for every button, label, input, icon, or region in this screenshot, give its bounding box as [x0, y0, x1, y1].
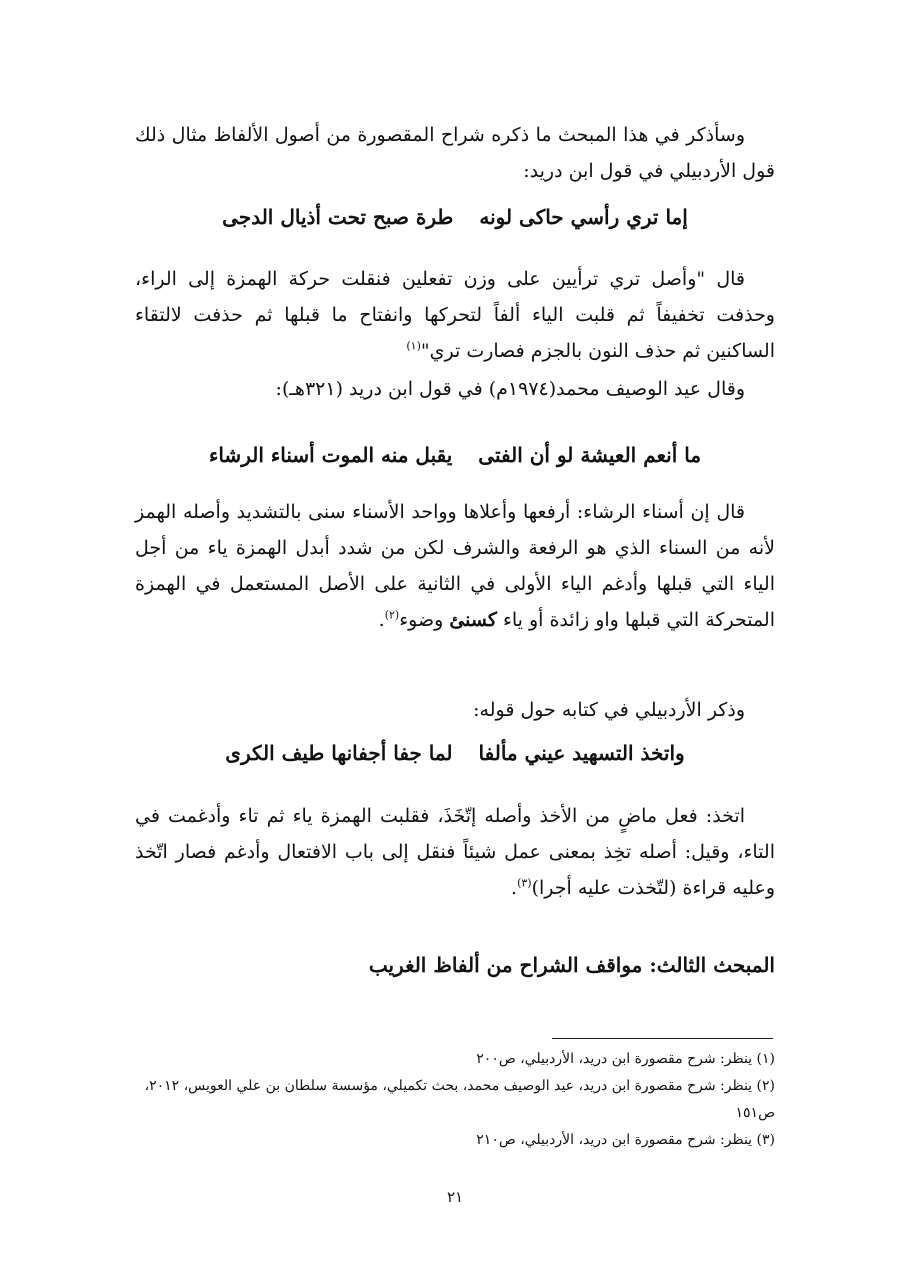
paragraph-ittakhadha: اتخذ: فعل ماضٍ من الأخذ وأصله إتّخَذَ، فقلبت الهمزة ياء ثم تاء وأدغمت في التاء، وقيل: أصله تخِذ بمعنى عمل شيئاً فنقل إلى باب الافتعال وأدغم فصار اتّخذ وعليه قراءة (لتّخذت عليه أجرا)$^{(٣)}$.	[135, 805, 775, 899]
paragraph-ittakhadha-text: اتخذ: فعل ماضٍ من الأخذ وأصله إتّخَذَ، فقلبت الهمزة ياء ثم تاء وأدغمت في التاء، وقيل: أصله تخِذ بمعنى عمل شيئاً فنقل إلى باب الافتعال وأدغم فصار اتّخذ وعليه قراءة (لتّخذت عليه أجرا)	[135, 805, 775, 899]
page-number: ٢١	[446, 1188, 464, 1206]
footnote-2: (٢) ينظر: شرح مقصورة ابن دريد، عيد الوصيف محمد، بحث تكميلي، مؤسسة سلطان بن علي العويس، ٢٠١٢، ص١٥١	[144, 1078, 775, 1121]
paragraph-asna-al-risha: قال إن أسناء الرشاء: أرفعها وأعلاها وواحد الأسناء سنى بالتشديد وأصله الهمز لأنه من السناء الذي هو الرفعة والشرف لكن من شدد أبدل الهمزة ياء من أجل الياء التي قبلها وأدغم الياء الأولى في الثانية على الأصل المستعمل في الهمزة المتحركة التي قبلها واو زائدة أو ياء كسنئ وضوء$^{(٢)}$.	[135, 501, 775, 631]
verse-3	[135, 735, 775, 771]
paragraph-ardabili-book	[135, 692, 775, 728]
paragraph-ardabili-book-text: وذكر الأردبيلي في كتابه حول قوله:	[473, 699, 745, 721]
verse-1-second-hemistich: طرة صبح تحت أذيال الدجى	[222, 205, 454, 229]
verse-3-first-hemistich: واتخذ التسهيد عيني مألفا	[478, 741, 685, 765]
paragraph-intro-text: وسأذكر في هذا المبحث ما ذكره شراح المقصورة من أصول الألفاظ مثال ذلك قول الأردبيلي في قول ابن دريد:	[135, 124, 775, 182]
paragraph-asl-tari-text: قال "وأصل تري ترأيين على وزن تفعلين فنقلت حركة الهمزة إلى الراء، وحذفت تخفيفاً ثم قلبت الياء ألفاً لتحركها وانفتاح ما قبلها ثم حذفت لالتقاء الساكنين ثم حذف النون بالجزم فصارت تري"	[135, 268, 775, 362]
footnote-ref-1: (١)	[406, 339, 421, 353]
verse-2-first-hemistich: ما أنعم العيشة لو أن الفتى	[478, 443, 702, 467]
footnote-divider	[552, 1038, 773, 1039]
verse-1-first-hemistich: إما تري رأسي حاكى لونه	[479, 205, 688, 229]
footnote-ref-3: (٣)	[517, 876, 532, 890]
paragraph-intro	[135, 117, 775, 189]
paragraph-asna-al-risha-text: قال إن أسناء الرشاء: أرفعها وأعلاها وواحد الأسناء سنى بالتشديد وأصله الهمز لأنه من السناء الذي هو الرفعة والشرف لكن من شدد أبدل الهمزة ياء من أجل الياء التي قبلها وأدغم الياء الأولى في الثانية على الأصل المستعمل في الهمزة المتحركة التي قبلها واو زائدة أو ياء	[135, 501, 775, 631]
verse-3-second-hemistich: لما جفا أجفانها طيف الكرى	[225, 741, 453, 765]
section-heading: المبحث الثالث: مواقف الشراح من ألفاظ الغريب	[368, 953, 775, 977]
bold-word-ksnae: كسنئ	[449, 609, 497, 631]
paragraph-eid-al-wasif	[135, 371, 775, 407]
verse-2-second-hemistich: يقبل منه الموت أسناء الرشاء	[208, 443, 453, 467]
verse-2	[135, 437, 775, 473]
paragraph-asl-tari	[135, 261, 775, 369]
footnote-3: (٣) ينظر: شرح مقصورة ابن دريد، الأردبيلي، ص٢١٠	[476, 1132, 775, 1148]
footnote-1: (١) ينظر: شرح مقصورة ابن دريد، الأردبيلي، ص٢٠٠	[476, 1051, 775, 1067]
verse-1	[135, 199, 775, 235]
paragraph-asna-al-risha-end: وضوء	[399, 609, 444, 631]
paragraph-eid-al-wasif-text: وقال عيد الوصيف محمد(١٩٧٤م) في قول ابن دريد (٣٢١هـ):	[275, 378, 745, 400]
footnote-ref-2: (٢)	[384, 608, 400, 622]
footnotes	[135, 1046, 775, 1154]
